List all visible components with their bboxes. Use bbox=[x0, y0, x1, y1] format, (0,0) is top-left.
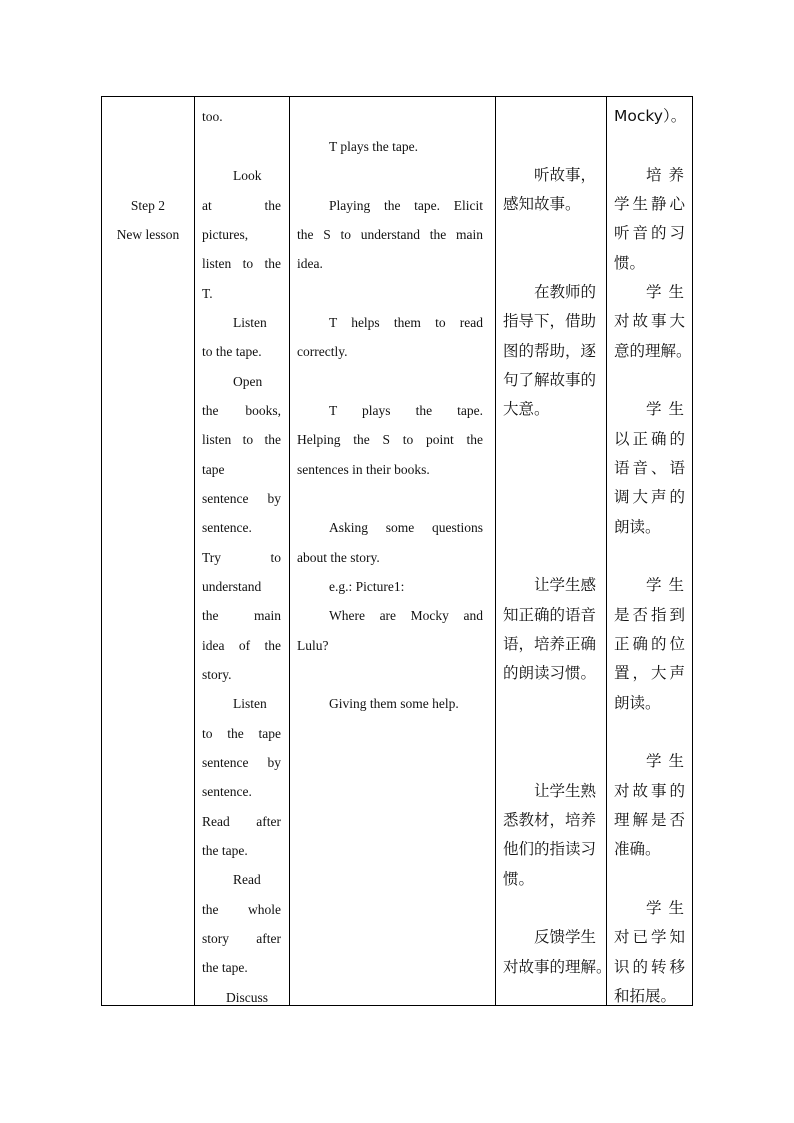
activity-line: story. bbox=[202, 667, 232, 682]
teacher-line: correctly. bbox=[297, 344, 348, 359]
eval-line: 学生 bbox=[646, 752, 684, 770]
eval-line: 听音的习 bbox=[614, 224, 685, 242]
intent-line: 指导下，借助 bbox=[503, 312, 597, 330]
intent-line: 他们的指读习 bbox=[503, 840, 597, 858]
eval-line: 朗读。 bbox=[614, 518, 661, 536]
intent-line: 句了解故事的 bbox=[503, 371, 597, 389]
teacher-line: e.g.: Picture1: bbox=[329, 579, 405, 594]
activity-line: the tape. bbox=[202, 843, 248, 858]
eval-line: 学生 bbox=[646, 576, 684, 594]
table-border-right bbox=[692, 96, 693, 1006]
eval-line: 意的理解。 bbox=[614, 342, 692, 360]
design-intent-cell bbox=[496, 97, 612, 1005]
lesson-label: New lesson bbox=[116, 227, 180, 242]
eval-line: 以正确的 bbox=[614, 430, 685, 448]
teacher-line: idea. bbox=[297, 256, 323, 271]
student-activity-cell bbox=[195, 97, 289, 1005]
teacher-line: T plays the tape. bbox=[329, 403, 483, 418]
intent-line: 在教师的 bbox=[534, 283, 597, 301]
step-label: Step 2 bbox=[130, 198, 166, 213]
teacher-line: Lulu? bbox=[297, 638, 329, 653]
activity-line: Look bbox=[233, 168, 262, 183]
intent-line: 让学生熟 bbox=[534, 782, 597, 800]
activity-line: understand bbox=[202, 579, 262, 594]
eval-line: 培养 bbox=[646, 166, 684, 184]
activity-line: Discuss bbox=[226, 990, 269, 1005]
teacher-activity-cell bbox=[290, 97, 495, 1005]
activity-line: Try to bbox=[202, 550, 281, 565]
activity-line: at the bbox=[202, 198, 281, 213]
activity-line: the whole bbox=[202, 902, 281, 917]
intent-line: 惯。 bbox=[503, 870, 535, 888]
teacher-line: sentences in their books. bbox=[297, 462, 430, 477]
teacher-line: Helping the S to point the bbox=[297, 432, 483, 447]
activity-line: pictures, bbox=[202, 227, 249, 242]
teacher-line: Giving them some help. bbox=[329, 696, 459, 711]
activity-line: sentence. bbox=[202, 784, 252, 799]
eval-line: 语音、语 bbox=[614, 459, 685, 477]
activity-line: Open bbox=[233, 374, 263, 389]
activity-line: sentence by bbox=[202, 491, 281, 506]
teacher-line: T plays the tape. bbox=[329, 139, 418, 154]
activity-line: to the tape. bbox=[202, 344, 262, 359]
evaluation-cell bbox=[607, 97, 692, 1005]
intent-line: 对故事的理解。 bbox=[503, 958, 612, 976]
eval-line: 正确的位 bbox=[614, 635, 685, 653]
intent-line: 听故事， bbox=[534, 166, 597, 184]
eval-line: 学生 bbox=[646, 899, 684, 917]
intent-line: 语，培养正确 bbox=[503, 635, 597, 653]
intent-line: 让学生感 bbox=[534, 576, 597, 594]
intent-line: 反馈学生 bbox=[534, 928, 597, 946]
activity-line: the tape. bbox=[202, 960, 248, 975]
intent-line: 图的帮助，逐 bbox=[503, 342, 597, 360]
activity-line: idea of the bbox=[202, 638, 281, 653]
eval-line: 惯。 bbox=[614, 254, 646, 272]
activity-line: Read bbox=[233, 872, 261, 887]
eval-line: 理解是否 bbox=[614, 811, 685, 829]
teacher-line: Asking some questions bbox=[329, 520, 483, 535]
activity-line: the main bbox=[202, 608, 281, 623]
activity-line: to the tape bbox=[202, 726, 281, 741]
activity-line: tape bbox=[202, 462, 225, 477]
eval-line: 识的转移 bbox=[614, 958, 685, 976]
eval-line: 对故事的 bbox=[614, 782, 685, 800]
eval-line: 学生 bbox=[646, 400, 684, 418]
activity-line: sentence. bbox=[202, 520, 252, 535]
eval-line: 是否指到 bbox=[614, 606, 685, 624]
activity-line: Read after bbox=[202, 814, 281, 829]
eval-line: 学生 bbox=[646, 283, 684, 301]
activity-line: the books, bbox=[202, 403, 281, 418]
eval-line: 对故事大 bbox=[614, 312, 685, 330]
step-cell bbox=[102, 97, 194, 1005]
intent-line: 大意。 bbox=[503, 400, 550, 418]
eval-line: 置，大声 bbox=[614, 664, 685, 682]
eval-line: Mocky）。 bbox=[614, 107, 687, 125]
teacher-line: about the story. bbox=[297, 550, 380, 565]
eval-line: 准确。 bbox=[614, 840, 661, 858]
activity-line: Listen bbox=[233, 315, 267, 330]
activity-line: too. bbox=[202, 109, 223, 124]
eval-line: 和拓展。 bbox=[614, 987, 677, 1005]
eval-line: 对已学知 bbox=[614, 928, 685, 946]
activity-line: listen to the bbox=[202, 432, 281, 447]
eval-line: 学生静心 bbox=[614, 195, 685, 213]
intent-line: 知正确的语音 bbox=[503, 606, 597, 624]
activity-line: Listen bbox=[233, 696, 267, 711]
teacher-line: Playing the tape. Elicit bbox=[329, 198, 483, 213]
teacher-line: the S to understand the main bbox=[297, 227, 483, 242]
table-border-bottom bbox=[101, 1005, 693, 1006]
eval-line: 调大声的 bbox=[614, 488, 685, 506]
intent-line: 悉教材，培养 bbox=[503, 811, 597, 829]
eval-line: 朗读。 bbox=[614, 694, 661, 712]
activity-line: sentence by bbox=[202, 755, 281, 770]
intent-line: 感知故事。 bbox=[503, 195, 581, 213]
activity-line: story after bbox=[202, 931, 281, 946]
teacher-line: Where are Mocky and bbox=[329, 608, 483, 623]
activity-line: T. bbox=[202, 286, 213, 301]
activity-line: listen to the bbox=[202, 256, 281, 271]
intent-line: 的朗读习惯。 bbox=[503, 664, 597, 682]
teacher-line: T helps them to read bbox=[329, 315, 483, 330]
